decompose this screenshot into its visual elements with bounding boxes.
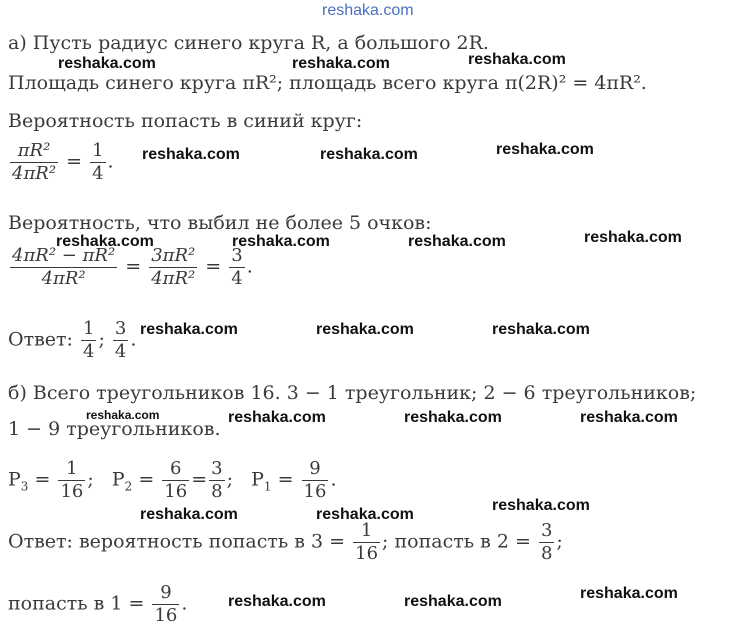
watermark: reshaka.com	[228, 409, 326, 426]
answer-b-line-1: Ответ: вероятность попасть в 3 = $\frac{1}{16}$ ; попасть в 2 = $\frac{3}{8}$ ;	[8, 520, 563, 564]
text-line-8: б) Всего треугольников 16. 3 − 1 треугольник; 2 − 6 треугольников;	[8, 382, 697, 404]
fraction: $\frac{9}{16}$	[303, 458, 327, 502]
fraction: $\frac{\text{4πR² − πR²}}{\text{4πR²}}$	[12, 245, 116, 289]
fraction: $\frac{3}{4}$	[114, 318, 127, 362]
watermark: reshaka.com	[316, 506, 414, 523]
watermark: reshaka.com	[316, 321, 414, 338]
watermark: reshaka.com	[58, 55, 156, 72]
text-line-1: а) Пусть радиус синего круга R, а большого 2R.	[8, 32, 489, 54]
fraction: $\frac{3}{8}$	[540, 520, 553, 564]
fraction: $\frac{1}{16}$	[60, 458, 84, 502]
equation-five-points: $\frac{\text{4πR² − πR²}}{\text{4πR²}}$ = $\frac{\text{3πR²}}{\text{4πR²}}$ = $\frac{3}{4}$ .	[12, 245, 253, 289]
watermark: reshaka.com	[140, 321, 238, 338]
fraction: $\frac{\text{πR²}}{\text{4πR²}}$	[12, 140, 57, 184]
watermark: reshaka.com	[142, 146, 240, 163]
watermark: reshaka.com	[408, 233, 506, 250]
watermark: reshaka.com	[580, 585, 678, 602]
fraction: $\frac{9}{16}$	[154, 582, 178, 626]
watermark: reshaka.com	[228, 593, 326, 610]
watermark: reshaka.com	[320, 146, 418, 163]
fraction: $\frac{1}{4}$	[92, 140, 104, 184]
equation-probabilities: $P_3$ = $\frac{1}{16}$ ; $P_2$ = $\frac{6}{16}$ = $\frac{3}{8}$ ; $P_1$ = $\frac{9}{16}$ .	[8, 458, 337, 502]
text-line-3: Вероятность попасть в синий круг:	[8, 110, 363, 132]
text-line-2: Площадь синего круга πR²; площадь всего круга π(2R)² = 4πR².	[8, 72, 647, 94]
fraction: $\frac{1}{4}$	[83, 318, 95, 362]
watermark: reshaka.com	[496, 141, 594, 158]
watermark: reshaka.com	[584, 229, 682, 246]
watermark: reshaka.com	[492, 321, 590, 338]
watermark: reshaka.com	[86, 408, 160, 422]
watermark: reshaka.com	[232, 233, 330, 250]
answer-b-line-2: попасть в 1 = $\frac{9}{16}$ .	[8, 582, 188, 626]
equation-blue-probability: $\frac{\text{πR²}}{\text{4πR²}}$ = $\frac{1}{4}$ .	[12, 140, 114, 184]
watermark: reshaka.com	[580, 409, 678, 426]
watermark: reshaka.com	[468, 51, 566, 68]
answer-a: Ответ: $\frac{1}{4}$ ; $\frac{3}{4}$ .	[8, 318, 137, 362]
watermark: reshaka.com	[56, 233, 154, 250]
watermark: reshaka.com	[404, 409, 502, 426]
fraction: $\frac{3}{4}$	[231, 245, 243, 289]
watermark: reshaka.com	[140, 506, 238, 523]
fraction: $\frac{1}{16}$	[355, 520, 379, 564]
text-line-5: Вероятность, что выбил не более 5 очков:	[8, 212, 432, 234]
text-line-9: 1 − 9 треугольников.	[8, 418, 221, 440]
watermark: reshaka.com	[404, 593, 502, 610]
watermark: reshaka.com	[492, 497, 590, 514]
watermark: reshaka.com	[292, 55, 390, 72]
fraction: $\frac{3}{8}$	[211, 458, 223, 502]
fraction: $\frac{\text{3πR²}}{\text{4πR²}}$	[151, 245, 196, 289]
fraction: $\frac{6}{16}$	[164, 458, 188, 502]
site-header-link[interactable]: reshaka.com	[322, 2, 414, 19]
